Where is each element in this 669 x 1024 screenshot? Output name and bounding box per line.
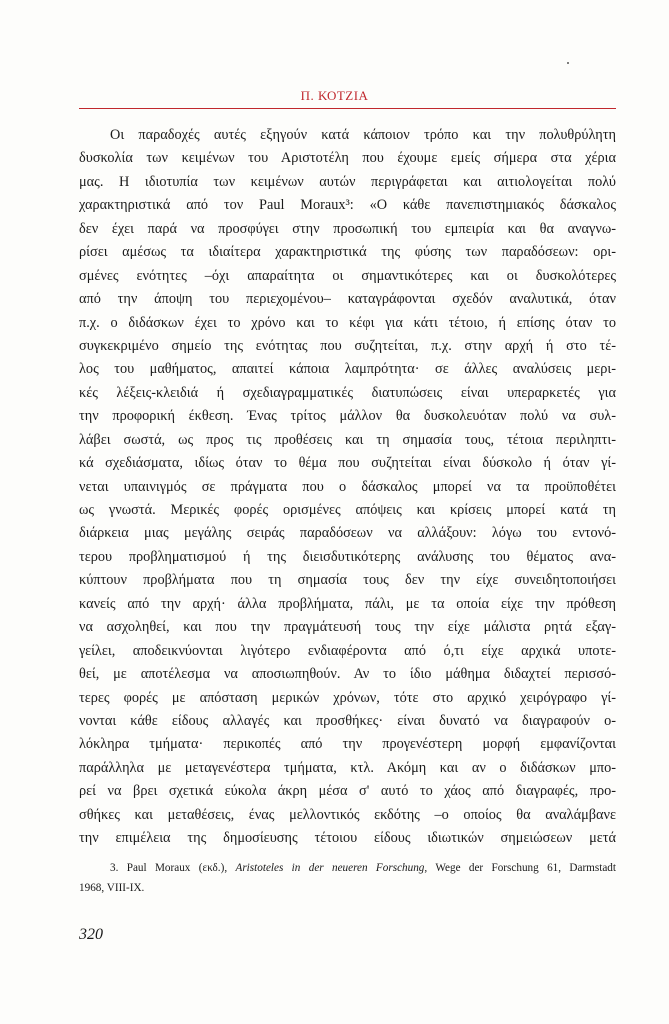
body-line: κανείς από την αρχή· άλλα προβλήματα, πάλι, με τα οποία είχε την πρόθεση <box>79 595 616 612</box>
body-line: χαρακτηριστικά από τον Paul Moraux³: «Ο κάθε πανεπιστημιακός δάσκαλος <box>79 197 616 214</box>
body-line: νονται κάθε είδους αλλαγές και προσθήκες· είναι δυνατό να διαγραφούν ο- <box>79 712 616 729</box>
body-line: ρεί να βρει σχετικά εύκολα άκρη μέσα σ' αυτό το χάος από διαγραφές, προ- <box>79 783 616 800</box>
body-line: γείλει, αποδεικνύονται λιγότερο ενδιαφέροντα από ό,τι είχε αρχικά υποτε- <box>79 642 616 659</box>
body-line: θεί, με αποτέλεσμα να αποσιωπηθούν. Αν το ίδιο μάθημα διδαχτεί περισσό- <box>79 666 616 683</box>
body-line: διάρκεια μιας μεγάλης σειράς παραδόσεων να αλλάξουν: λόγω του εντονό- <box>79 525 616 542</box>
body-line: λόκληρα τμήματα· περικοπές από την προγενέστερη μορφή εμφανίζονται <box>79 736 616 753</box>
body-line: μας. Η ιδιοτυπία των κειμένων αυτών περιγράφεται και αιτιολογείται πολύ <box>79 173 616 190</box>
body-line: δυσκολία των κειμένων του Αριστοτέλη που έχουμε εμείς σήμερα στα χέρια <box>79 150 616 167</box>
body-line: ρίσει αμέσως τα ιδιαίτερα χαρακτηριστικά της φύσης των παραδόσεων: ορι- <box>79 244 616 261</box>
body-paragraph <box>79 124 616 851</box>
footnote-line-1 <box>79 858 616 878</box>
body-line: την προφορική έκθεση. Ένας τρίτος μάλλον θα δυσκολευόταν πολύ να συλ- <box>79 408 616 425</box>
body-line: σμένες ενότητες –όχι απαραίτητα οι σημαντικότερες και οι δυσκολότερες <box>79 267 616 284</box>
body-line: δεν έχει παρά να προσφύγει στην προσωπική του εμπειρία και θα αναγνω- <box>79 220 616 237</box>
footnote-line-2: 1968, VIII-IX. <box>79 882 145 894</box>
footnote-author: Paul Moraux (εκδ.), <box>126 862 228 874</box>
body-line: παράλληλα με μεταγενέστερα τμήματα, κτλ. Ακόμη και αν ο διδάσκων μπο- <box>79 759 616 776</box>
footnote-rest: Wege der Forschung 61, Darmstadt <box>435 862 616 874</box>
footnote <box>79 858 616 898</box>
header-rule <box>79 108 616 109</box>
page-number: 320 <box>79 926 103 943</box>
page-speck <box>567 62 569 64</box>
body-line: την επιμέλεια της δημοσίευσης τέτοιου είδους ιδιωτικών σημειώσεων μετά <box>79 830 616 847</box>
body-line: τερου προβληματισμού ή της διεισδυτικότερης ανάλυσης του θέματος ανα- <box>79 548 616 565</box>
body-line: νεται υπαινιγμός σε πράγματα που ο δάσκαλος μπορεί να τα προϋποθέτει <box>79 478 616 495</box>
body-line: π.χ. ο διδάσκων έχει το χρόνο και το κέφι για κάτι τέτοιο, ή επίσης όταν το <box>79 314 616 331</box>
body-line: τερες φορές με απόσταση μερικών χρόνων, τότε στο αρχικό χειρόγραφο γί- <box>79 689 616 706</box>
running-head: Π. ΚΟΤΖΙΑ <box>300 88 369 103</box>
body-line: από την άποψη του περιεχομένου– καταγράφονται σχεδόν αναλυτικά, όταν <box>79 291 616 308</box>
body-line: λος του μαθήματος, απαιτεί κάποια λαμπρότητα· σε άλλες αναλύσεις μερι- <box>79 361 616 378</box>
body-line: κές λέξεις-κλειδιά ή σχεδιαγραμματικές διατυπώσεις είναι υπεραρκετές για <box>79 384 616 401</box>
body-line: να ασχοληθεί, και που την πραγμάτευσή τους την είχε μάλιστα ρητά εξαγ- <box>79 619 616 636</box>
footnote-title: Aristoteles in der neueren Forschung, <box>235 862 428 874</box>
body-line: σθήκες και μεταθέσεις, ένας μελλοντικός εκδότης –ο οποίος θα αναλάμβανε <box>79 806 616 823</box>
body-line: κύπτουν προβλήματα που τη σημασία τους δεν την είχε συνειδητοποιήσει <box>79 572 616 589</box>
body-line: ως γνωστά. Μερικές φορές ορισμένες απόψεις και κρίσεις μπορεί κατά τη <box>79 502 616 518</box>
body-line: κά σχεδιάσματα, ιδίως όταν το θέμα που συζητείται είναι δύσκολο ή όταν γί- <box>79 455 616 472</box>
body-line: συγκεκριμένο σημείο της ενότητας που συζητείται, π.χ. στην αρχή ή στο τέ- <box>79 337 616 354</box>
body-line: Οι παραδοχές αυτές εξηγούν κατά κάποιον τρόπο και την πολυθρύλητη <box>110 127 616 143</box>
footnote-number: 3. <box>110 862 119 874</box>
body-line: λάβει σωστά, ως προς τις προθέσεις και τη σημασία τους, τέτοια περιληπτι- <box>79 431 616 448</box>
